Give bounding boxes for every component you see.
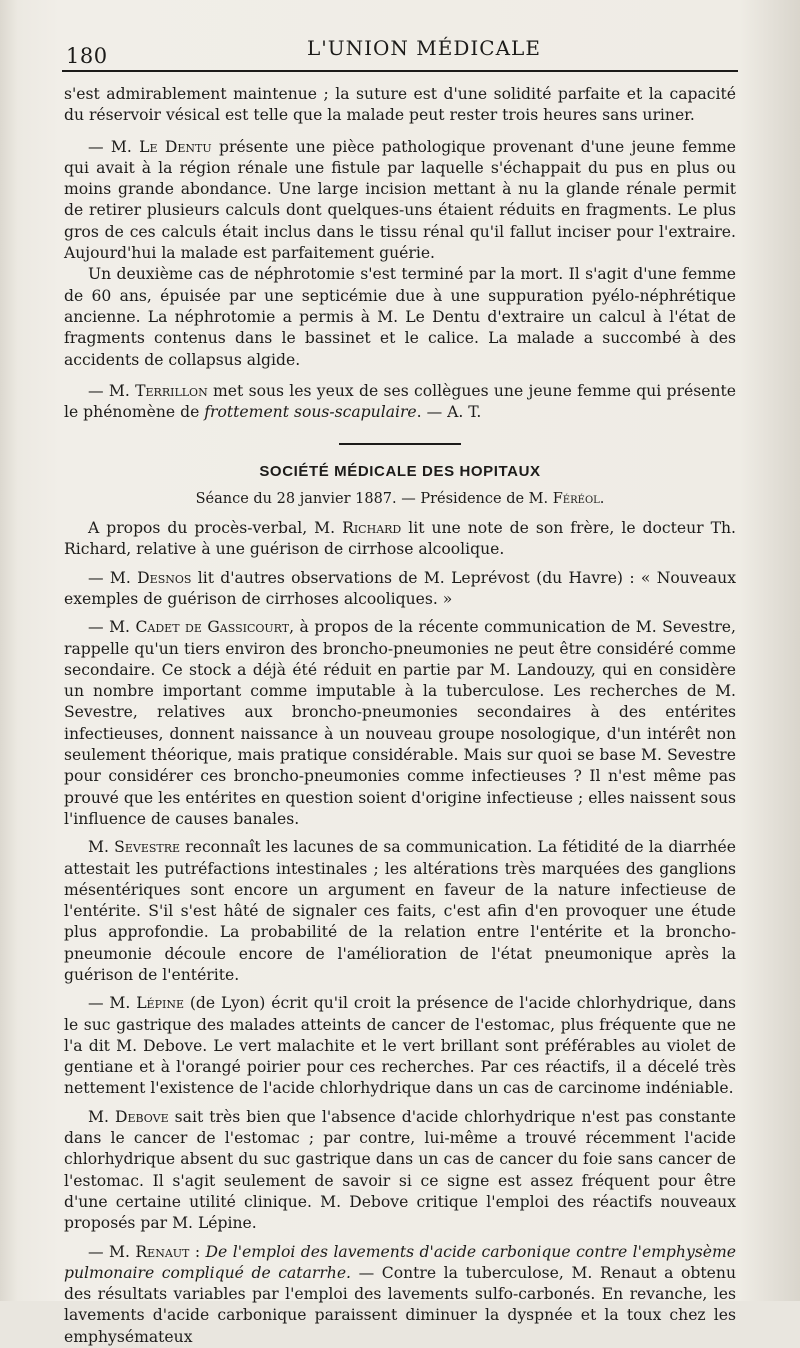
session-line: Séance du 28 janvier 1887. — Présidence de M. Féréol. [195,490,605,507]
speaker-name: Renaut [135,1242,190,1261]
paragraph-sevestre: M. Sevestre reconnaît les lacunes de sa communication. La fétidité de la diarrhée attestait les putréfactions intestinales ; les altérations très marquées des ganglions mésentériques sont encore un argument en faveur de la nature infectieuse de l'entérite. S'il s'est hâté de signaler ces faits, c'est afin d'en provoquer une étude plus approfondie. La probabilité de la relation entre l'entérite et la broncho-pneumonie découle encore de l'amélioration de l'état pneumonique après la guérison de l'entérite. [64,838,736,984]
speaker-name: Debove [114,1107,169,1126]
speaker-name: Le Dentu [139,137,212,156]
paragraph-nephrotomy: Un deuxième cas de néphrotomie s'est terminé par la mort. Il s'agit d'une femme de 60 ans, épuisée par une septicémie due à une suppuration pyélo-néphrétique ancienne. La néphrotomie a permis à M. Le Dentu d'extraire un calcul à l'état de fragments contenus dans le bassinet et le calice. La malade a succombé à des accidents de collapsus algide. [64,265,736,369]
article-title: De l'emploi des lavements d'acide carbonique contre l'emphysème pulmonaire compliqué de catarrhe. [64,1242,737,1282]
speaker-name: Richard [342,519,402,538]
paragraph-terrillon: — M. Terrillon met sous les yeux de ses collègues une jeune femme qui présente le phénomène de frottement sous-scapulaire. — A. T. [64,381,736,422]
page-text [64,84,736,1348]
section-title: SOCIÉTÉ MÉDICALE DES HOPITAUX [259,463,541,481]
paragraph-renaut: — M. Renaut : De l'emploi des lavements d'acide carbonique contre l'emphysème pulmonaire compliqué de catarrhe. — Contre la tuberculose, M. Renaut a obtenu des résultats variables par l'emploi des lavements sulfo-carbonés. En revanche, les lavements d'acide carbonique paraissent diminuer la dyspnée et la toux chez les emphysémateux [64,1242,737,1346]
paragraph-cadet-de-gassicourt: — M. Cadet de Gassicourt, à propos de la récente communication de M. Sevestre, rappelle qu'un tiers environ des broncho-pneumonies ne peut être considéré comme secondaire. Ce stock a déjà été réduit en partie par M. Landouzy, qui en considère un nombre important comme imputable à la tuberculose. Les recherches de M. Sevestre, relatives aux broncho-pneumonies secondaires à des entérites infectieuses, donnent naissance à un nouveau groupe nosologique, d'un intérêt non seulement théorique, mais pratique considérable. Mais sur quoi se base M. Sevestre pour considérer ces broncho-pneumonies comme infectieuses ? Il n'est même pas prouvé que les entérites en question soient d'origine infectieuse ; elles naissent sous l'influence de causes banales. [64,618,736,828]
speaker-name: Sevestre [114,838,181,857]
paragraph-continuation: s'est admirablement maintenue ; la suture est d'une solidité parfaite et la capacité du réservoir vésical est telle que la malade peut rester trois heures sans uriner. [64,85,736,125]
speaker-name: Desnos [137,568,192,587]
page-header [62,34,742,70]
president-name: Féréol [552,490,600,507]
paragraph-le-dentu: — M. Le Dentu présente une pièce pathologique provenant d'une jeune femme qui avait à la région rénale une fistule par laquelle s'échappait du pus en plus ou moins grande abondance. Une large incision mettant à nu la glande rénale permit de retirer plusieurs calculs dont quelques-uns étaient réduits en fragments. Le plus gros de ces calculs était inclus dans le tissu rénal qu'il fallut inciser pour l'extraire. Aujourd'hui la malade est parfaitement guérie. [64,137,736,263]
paragraph-debove: M. Debove sait très bien que l'absence d'acide chlorhydrique n'est pas constante dans le cancer de l'estomac ; par contre, lui-même a trouvé récemment l'acide chlorhydrique absent du suc gastrique dans un cas de cancer du foie sans cancer de l'estomac. Il s'agit seulement de savoir si ce signe est assez fréquent pour être d'une certaine utilité clinique. M. Debove critique l'emploi des réactifs nouveaux proposés par M. Lépine. [64,1107,736,1233]
speaker-name: Terrillon [135,381,208,400]
page-number: 180 [66,44,108,68]
paragraph-richard: A propos du procès-verbal, M. Richard lit une note de son frère, le docteur Th. Richard, relative à une guérison de cirrhose alcoolique. [64,519,737,559]
running-title: L'UNION MÉDICALE [307,36,541,60]
speaker-name: Cadet de Gassicourt [135,618,290,637]
header-rule [62,70,738,72]
paragraph-lepine: — M. Lépine (de Lyon) écrit qu'il croit la présence de l'acide chlorhydrique, dans le suc gastrique des malades atteints de cancer de l'estomac, plus fréquente que ne l'a dit M. Debove. Le vert malachite et le vert brillant sont préférables au violet de gentiane et à l'orangé poirier pour ces recherches. Par ces réactifs, il a décelé très nettement l'existence de l'acide chlorhydrique dans un cas de carcinome indéniable. [64,994,737,1098]
paragraph-desnos: — M. Desnos lit d'autres observations de M. Leprévost (du Havre) : « Nouveaux exemples de guérison de cirrhoses alcooliques. » [64,568,736,608]
section-separator [339,443,461,445]
speaker-name: Lépine [136,994,184,1013]
